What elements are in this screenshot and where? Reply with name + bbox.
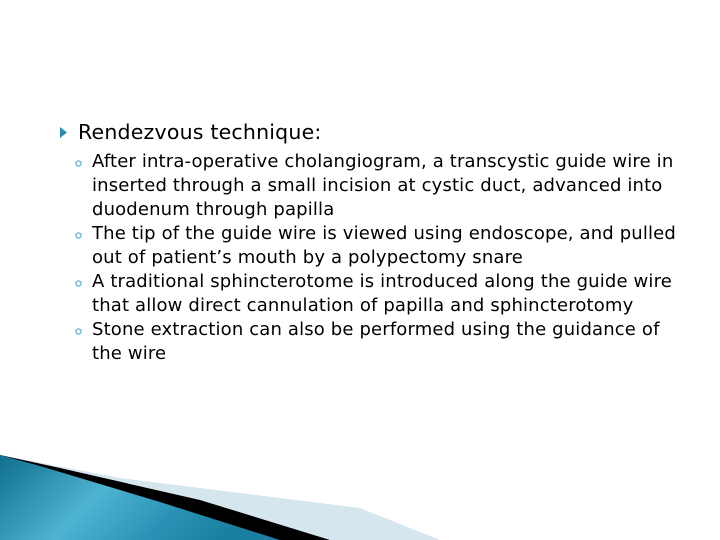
circle-outline-icon [74,318,92,342]
sub-bullet-item [74,270,698,318]
sub-bullet-text: A traditional sphincterotome is introduced along the guide wire that allow direct cannulation of papilla and sphincterotomy [92,271,672,316]
slide-body [58,118,698,366]
triangle-right-icon [58,118,78,146]
bullet-text: Rendezvous technique: [78,120,322,144]
sub-bullet-item [74,222,698,270]
sub-bullet-item [74,150,698,222]
circle-outline-icon [74,150,92,174]
circle-outline-icon [74,222,92,246]
bullet-level1 [58,118,698,146]
circle-outline-icon [74,270,92,294]
sub-bullet-list [74,150,698,366]
sub-bullet-text: The tip of the guide wire is viewed using endoscope, and pulled out of patient’s mouth by a polypectomy snare [92,223,676,268]
sub-bullet-text: Stone extraction can also be performed using the guidance of the wire [92,319,660,364]
sub-bullet-text: After intra-operative cholangiogram, a transcystic guide wire in inserted through a small incision at cystic duct, advanced into duodenum through papilla [92,151,674,220]
sub-bullet-item [74,318,698,366]
